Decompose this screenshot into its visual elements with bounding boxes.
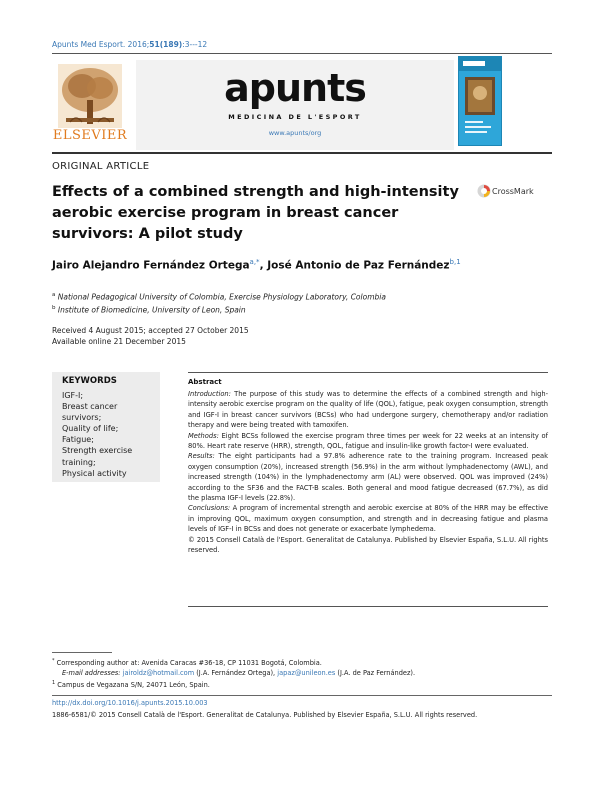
crossmark-icon[interactable] (477, 184, 491, 198)
abstract-rule-top (188, 372, 548, 373)
cover-illustration (459, 57, 501, 145)
received-date: Received 4 August 2015; accepted 27 October 2015 (52, 326, 249, 335)
footnote-campus (52, 680, 210, 689)
keyword-item: Physical activity (62, 468, 127, 478)
affiliation-a (52, 292, 386, 302)
abstract-introduction (188, 389, 548, 431)
keyword-item: Breast cancer (62, 402, 118, 412)
crossmark-label[interactable]: CrossMark (492, 187, 534, 196)
abstract-body (188, 389, 548, 556)
keyword-item: training; (62, 457, 96, 467)
abstract-copyright: © 2015 Consell Català de l'Esport. Generalitat de Catalunya. Published by Elsevier España, S.L.U. All rights reserved. (188, 535, 548, 555)
article-type: ORIGINAL ARTICLE (52, 161, 150, 172)
abstract-label: Methods: (188, 431, 219, 440)
header-rule-top (52, 53, 552, 54)
abstract-results (188, 451, 548, 503)
abstract-text: The eight participants had a 97.8% adherence rate to the training program. Increased peak oxygen consumption (20%), increased strength (56.9%) in the arm without lymphadenectomy (AWL), and increased strength (104%) in the lymphadenectomy arm (AL) were observed. QOL was improved (24%) according to the SF36 and the FACT-B scales. Both general and mood fatigue decreased (67.7%), as did the plasma IGF-I levels (22.8%). (188, 452, 548, 503)
keyword-item: Fatigue; (62, 435, 94, 445)
elsevier-wordmark: ELSEVIER (52, 128, 128, 143)
abstract-text: Eight BCSs followed the exercise program three times per week for 22 weeks at an intensity of 80%. Heart rate reserve (HRR), strength, QOL, fatigue and insulin-like growth factor-I were evaluated. (188, 431, 548, 451)
abstract-text: A program of incremental strength and aerobic exercise at 80% of the HRR may be effective in improving QOL, maximum oxygen consumption, and strength and in decreasing fatigue and plasma levels of IGF-I in BCSs and does not generate or exacerbate lymphedema. (188, 504, 548, 534)
article-title: Effects of a combined strength and high-intensity aerobic exercise program in breast cancer survivors: A pilot study (52, 184, 459, 242)
email-link[interactable]: japaz@unileon.es (277, 669, 336, 677)
email-owner: (J.A. de Paz Fernández). (335, 669, 416, 677)
affiliation-marker: a (52, 292, 56, 298)
author-list (52, 258, 461, 272)
email-owner: (J.A. Fernández Ortega), (194, 669, 278, 677)
footnote-marker: * (52, 658, 55, 664)
keyword-item: Quality of life; (62, 424, 119, 434)
email-label: E-mail addresses: (62, 669, 121, 677)
author-affiliation-marker[interactable]: b,1 (449, 258, 461, 266)
footnote-corresponding (52, 658, 322, 667)
doi-link[interactable]: http://dx.doi.org/10.1016/j.apunts.2015.10.003 (52, 699, 208, 707)
journal-ref-volume: 51(189) (149, 40, 183, 49)
journal-reference[interactable] (52, 40, 207, 49)
abstract-conclusions (188, 503, 548, 534)
header-rule-bottom (52, 152, 552, 154)
journal-ref-prefix: Apunts Med Esport. 2016; (52, 40, 150, 49)
abstract-label: Introduction: (188, 390, 231, 398)
journal-cover-thumbnail (458, 56, 502, 146)
footer-rule (52, 695, 552, 696)
abstract-heading: Abstract (188, 378, 222, 386)
footnote-text: Campus de Vegazana S/N, 24071 León, Spain. (57, 681, 210, 690)
issn-line: 1886-6581/© 2015 Consell Català de l'Esport. Generalitat de Catalunya. Published by Elsevier España, S.L.U. All rights reserved. (52, 711, 478, 719)
keywords-list (62, 390, 156, 479)
author-name: José Antonio de Paz Fernández (267, 259, 450, 272)
abstract-text: The purpose of this study was to determine the effects of a combined strength and high-intensity aerobic exercise program on the quality of life (QOL), fatigue, peak oxygen consumption, strength and IGF-I in breast cancer survivors (BCSs) who had undergone surgery, chemotherapy and/or radiation therapy and were being treated with tamoxifen. (188, 390, 548, 430)
keyword-item: survivors; (62, 413, 102, 423)
keyword-item: Strength exercise (62, 446, 133, 456)
affiliation-text: National Pedagogical University of Colombia, Exercise Physiology Laboratory, Colombia (57, 292, 386, 302)
abstract-label: Results: (188, 452, 215, 461)
footnote-marker: 1 (52, 680, 56, 686)
journal-ref-pages: :3---12 (182, 40, 208, 49)
keywords-heading: KEYWORDS (62, 376, 117, 386)
journal-name: apunts (224, 66, 366, 110)
keyword-item: IGF-I; (62, 391, 84, 400)
journal-subtitle: MEDICINA DE L'ESPORT (228, 113, 362, 121)
journal-url-link[interactable]: www.apunts/org (268, 129, 322, 137)
affiliation-marker: b (52, 305, 56, 311)
footnote-text: Corresponding author at: Avenida Caracas #36-18, CP 11031 Bogotá, Colombia. (56, 659, 322, 668)
footnote-emails (62, 669, 415, 677)
author-name: Jairo Alejandro Fernández Ortega (52, 259, 250, 272)
email-link[interactable]: jairoldz@hotmail.com (122, 669, 195, 677)
author-separator: , (259, 259, 268, 272)
author-affiliation-marker[interactable]: a,* (249, 258, 260, 266)
abstract-label: Conclusions: (188, 504, 231, 513)
footnote-rule (52, 652, 112, 653)
abstract-rule-bottom (188, 606, 548, 607)
available-date: Available online 21 December 2015 (52, 337, 186, 346)
doi-line (52, 699, 208, 707)
affiliation-b (52, 305, 246, 315)
abstract-methods (188, 431, 548, 452)
affiliation-text: Institute of Biomedicine, University of Leon, Spain (57, 305, 246, 315)
